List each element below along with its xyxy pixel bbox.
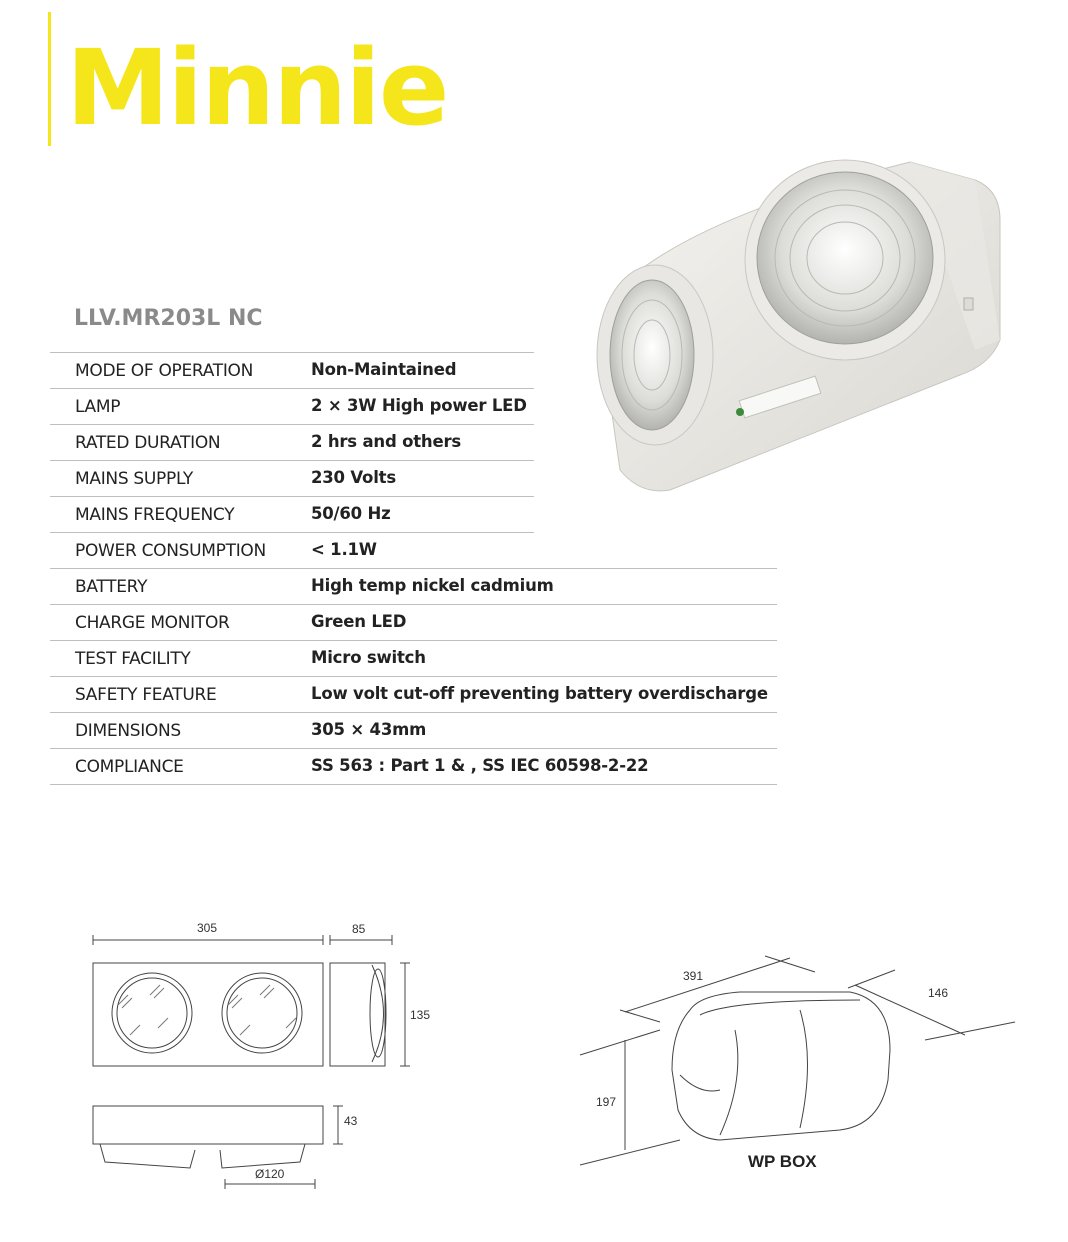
spec-label: MAINS FREQUENCY [75, 505, 235, 525]
spec-label: TEST FACILITY [75, 649, 191, 669]
spec-value: High temp nickel cadmium [311, 576, 554, 595]
spec-label: SAFETY FEATURE [75, 685, 217, 705]
front-view-outline [93, 963, 323, 1066]
model-number: LLV.MR203L NC [74, 306, 263, 331]
dim-width-305: 305 [197, 921, 218, 935]
dim-height-135: 135 [410, 1008, 431, 1022]
spec-label: BATTERY [75, 577, 148, 597]
spec-value: 305 × 43mm [311, 720, 427, 739]
spec-label: LAMP [75, 397, 121, 417]
spec-value: Green LED [311, 612, 407, 631]
dim-wp-depth: 146 [928, 986, 949, 1000]
spec-row [50, 569, 777, 605]
dim-wp-width: 391 [683, 969, 704, 983]
spec-value: < 1.1W [311, 540, 377, 559]
dim-lens-diameter: Ø120 [255, 1167, 285, 1181]
spec-label: COMPLIANCE [75, 757, 184, 777]
spec-row [50, 605, 777, 641]
spec-value: SS 563 : Part 1 & , SS IEC 60598-2-22 [311, 756, 649, 775]
spec-label: MODE OF OPERATION [75, 361, 254, 381]
spec-row [50, 497, 534, 533]
spec-table [50, 352, 777, 785]
spec-value: 230 Volts [311, 468, 396, 487]
spec-value: Non-Maintained [311, 360, 457, 379]
spec-value: 2 hrs and others [311, 432, 462, 451]
spec-value: Low volt cut-off preventing battery overdischarge [311, 684, 768, 703]
spec-label: MAINS SUPPLY [75, 469, 193, 489]
dim-wp-height: 197 [596, 1095, 617, 1109]
spec-row [50, 352, 534, 389]
spec-row [50, 641, 777, 677]
spec-row [50, 533, 777, 569]
spec-label: CHARGE MONITOR [75, 613, 230, 633]
spec-value: Micro switch [311, 648, 426, 667]
title-accent-bar [48, 12, 51, 146]
spec-row [50, 389, 534, 425]
spec-label: POWER CONSUMPTION [75, 541, 266, 561]
product-title: Minnie [66, 27, 448, 149]
wp-box-label: WP BOX [748, 1152, 817, 1171]
spec-label: DIMENSIONS [75, 721, 181, 741]
spec-row [50, 677, 777, 713]
dimension-drawings [0, 880, 1068, 1220]
spec-row [50, 425, 534, 461]
spec-row [50, 713, 777, 749]
spec-label: RATED DURATION [75, 433, 221, 453]
spec-value: 50/60 Hz [311, 504, 391, 523]
spec-value: 2 × 3W High power LED [311, 396, 527, 415]
dim-depth-85: 85 [352, 922, 366, 936]
spec-row [50, 461, 534, 497]
dim-thickness-43: 43 [344, 1114, 358, 1128]
spec-row [50, 749, 777, 785]
